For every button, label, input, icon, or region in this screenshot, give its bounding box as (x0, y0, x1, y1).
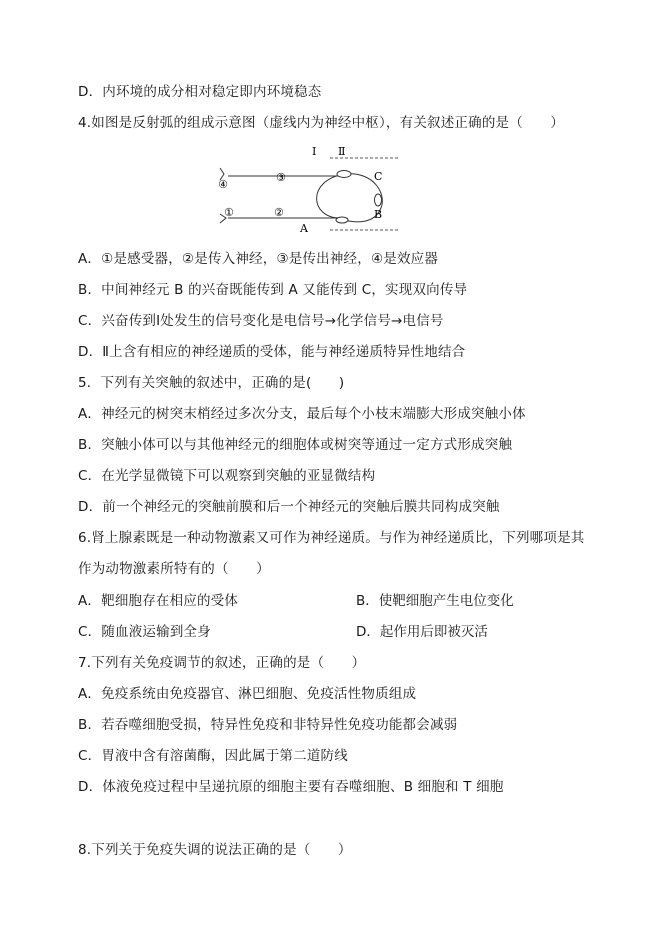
q6-stem-line1: 6.肾上腺素既是一种动物激素又可作为神经递质。与作为神经递质比，下列哪项是其 (78, 530, 585, 546)
label-1: ① (224, 206, 234, 219)
q7-option-c: C．胃液中含有溶菌酶，因此属于第二道防线 (78, 748, 348, 764)
q5-option-d: D．前一个神经元的突触前膜和后一个神经元的突触后膜共同构成突触 (78, 499, 500, 515)
label-I: Ⅰ (312, 145, 317, 158)
q7-option-d: D．体液免疫过程中呈递抗原的细胞主要有吞噬细胞、B 细胞和 T 细胞 (78, 779, 504, 795)
q4-option-a: A．①是感受器，②是传入神经，③是传出神经，④是效应器 (78, 251, 439, 267)
q6-option-c: C．随血液运输到全身 (78, 624, 211, 640)
q4-option-b: B．中间神经元 B 的兴奋既能传到 A 又能传到 C，实现双向传导 (78, 282, 468, 298)
q6-option-b: B．使靶细胞产生电位变化 (356, 593, 514, 609)
q6-option-a: A．靶细胞存在相应的受体 (78, 593, 239, 609)
reflex-arc-figure (210, 144, 400, 236)
q3-option-d: D．内环境的成分相对稳定即内环境稳态 (78, 84, 322, 100)
q6-stem-line2: 作为动物激素所特有的（ ） (78, 561, 270, 577)
q6-option-d: D．起作用后即被灭活 (356, 624, 488, 640)
q5-option-b: B．突触小体可以与其他神经元的细胞体或树突等通过一定方式形成突触 (78, 437, 513, 453)
label-3: ③ (276, 171, 286, 184)
q5-option-c: C．在光学显微镜下可以观察到突触的亚显微结构 (78, 468, 376, 484)
q7-option-a: A．免疫系统由免疫器官、淋巴细胞、免疫活性物质组成 (78, 686, 417, 702)
label-B: B (374, 208, 383, 221)
label-4: ④ (218, 178, 228, 191)
label-A: A (300, 222, 308, 235)
q4-stem: 4.如图是反射弧的组成示意图（虚线内为神经中枢），有关叙述正确的是（ ） (78, 115, 565, 131)
q4-option-d: D．Ⅱ上含有相应的神经递质的受体，能与神经递质特异性地结合 (78, 344, 466, 360)
q4-option-c: C．兴奋传到Ⅰ处发生的信号变化是电信号→化学信号→电信号 (78, 313, 444, 329)
label-2: ② (274, 206, 284, 219)
label-C: C (374, 170, 383, 183)
q8-stem: 8.下列关于免疫失调的说法正确的是（ ） (78, 842, 352, 858)
q5-stem: 5．下列有关突触的叙述中，正确的是( ) (78, 375, 345, 391)
label-II: Ⅱ (338, 145, 346, 158)
q7-option-b: B．若吞噬细胞受损，特异性免疫和非特异性免疫功能都会减弱 (78, 717, 458, 733)
q7-stem: 7.下列有关免疫调节的叙述，正确的是（ ） (78, 655, 366, 671)
q5-option-a: A．神经元的树突末梢经过多次分支，最后每个小枝末端膨大形成突触小体 (78, 406, 526, 422)
